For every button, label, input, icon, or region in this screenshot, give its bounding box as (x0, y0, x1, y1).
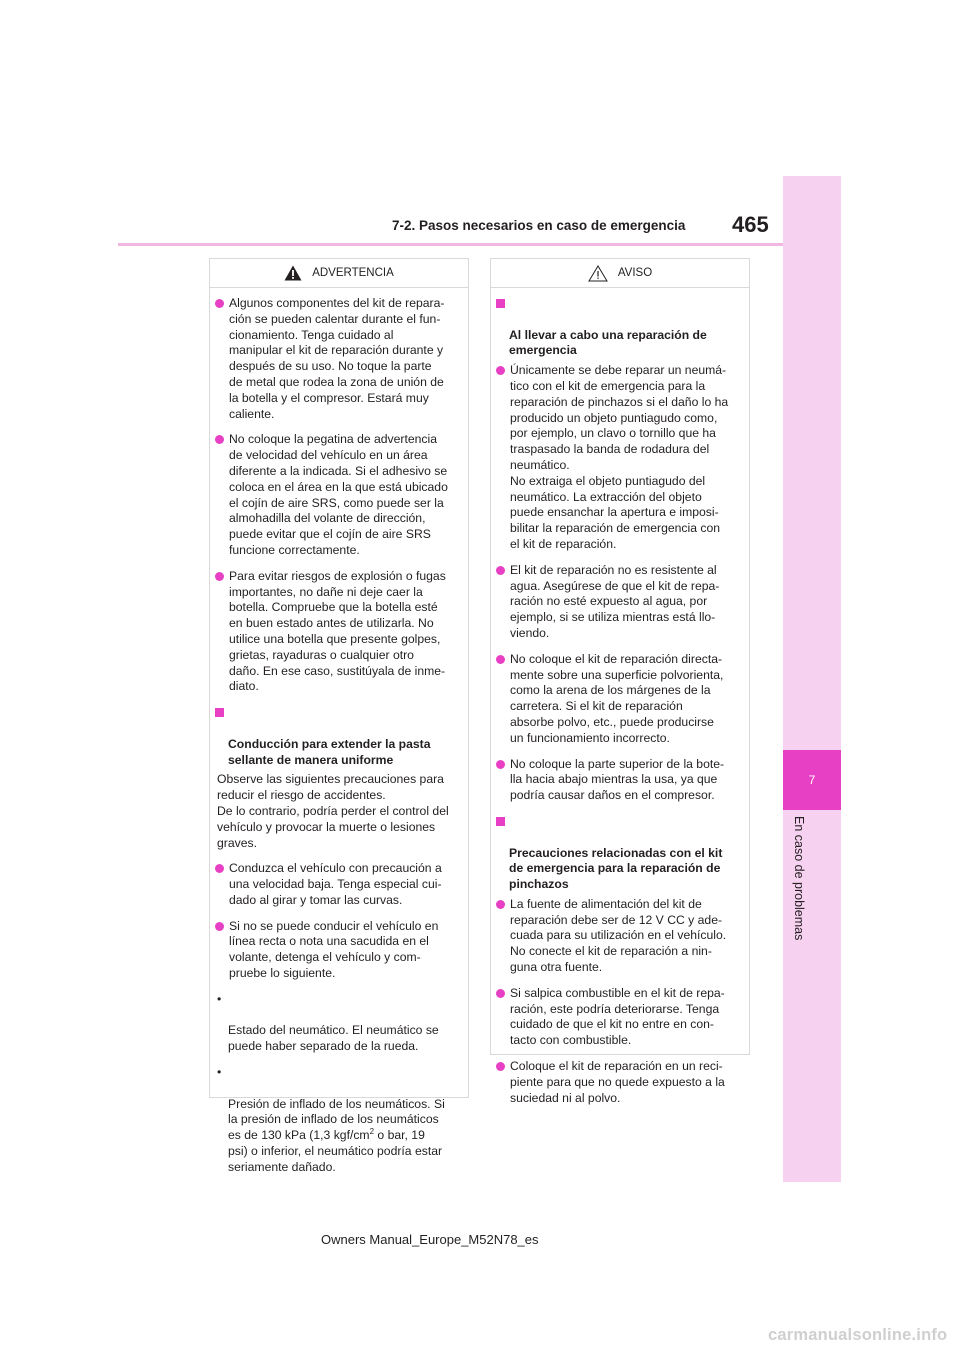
site-watermark: carmanualsonline.info (768, 1326, 948, 1344)
check-list-item (217, 992, 460, 1055)
notice-heading-text: Precauciones relacionadas con el kit de emergencia para la reparación de pinchazos (509, 845, 723, 892)
check-list-item-text: Estado del neumático. El neumático se puede haber separado de la rueda. (228, 1023, 439, 1054)
pressure-superscript: 2 (369, 1127, 375, 1137)
pressure-text-part1: Presión de inflado de los neumáticos. Si la presión de inflado de los neumáticos es de 130 kPa (1,3 kgf/cm (228, 1096, 445, 1143)
notice-box (490, 258, 750, 1105)
notice-item-text: No coloque el kit de reparación directa- mente sobre una superficie polvorienta, como la arena de los márgenes de la carretera. Si el kit de reparación absorbe polvo, etc., puede producirse un funcionamiento incorrecto. (510, 651, 724, 745)
notice-heading (498, 814, 741, 893)
warning-triangle-icon (284, 265, 302, 281)
warning-item-text: Para evitar riesgos de explosión o fugas importantes, no dañe ni deje caer la botella. Compruebe que la botella esté en buen estado antes de utilizarla. No utilice una botella que presente golpes, grietas, rayaduras o cualquier otro daño. En ese caso, sustitúyala de inme- diato. (229, 568, 446, 694)
warning-section-heading (217, 705, 460, 768)
warning-item-text: Algunos componentes del kit de repara- ción se pueden calentar durante el fun- cionamiento. Tenga cuidado al manipular el kit de reparación durante y después de su uso. No toque la parte de metal que rodea la zona de unión de la botella y el compresor. Estará muy caliente. (229, 296, 445, 421)
section-title: 7-2. Pasos necesarios en caso de emergencia (392, 218, 686, 233)
notice-box-title: AVISO (617, 267, 653, 279)
warning-box-header (210, 259, 468, 288)
notice-item (498, 986, 741, 1049)
notice-item-text: Si salpica combustible en el kit de repa- ración, este podría deteriorarse. Tenga cuidado de que el kit no entre en con- tacto con combustible. (510, 985, 725, 1048)
bullet-square-icon (496, 817, 505, 826)
warning-box-title: ADVERTENCIA (312, 267, 394, 279)
chapter-title: En caso de problemas (792, 816, 806, 941)
notice-item (498, 757, 741, 804)
notice-item-text: Únicamente se debe reparar un neumá- tico con el kit de emergencia para la reparación de pinchazos si el daño lo ha producido un objeto puntiagudo como, por ejemplo, un clavo o tornillo que ha traspasado la banda de rodadura del neumático. No extraiga el objeto puntiagudo del neumático. La extracción del objeto puede ensanchar la apertura e imposi- bilitar la reparación de emergencia con el kit de reparación. (510, 363, 729, 551)
bullet-circle-icon (496, 1062, 505, 1071)
notice-box-header (491, 259, 749, 288)
bullet-circle-icon (215, 435, 224, 444)
chapter-side-strip (783, 176, 841, 1182)
bullet-square-icon (496, 299, 505, 308)
pressure-text-part2: o bar, 19 psi) o inferior, el neumático podría estar seriamente dañado. (228, 1128, 443, 1174)
warning-section-item-text: Si no se puede conducir el vehículo en línea recta o nota una sacudida en el volante, detenga el vehículo y com- pruebe lo siguiente. (229, 918, 439, 981)
check-list-item (217, 1065, 460, 1176)
notice-item (498, 363, 741, 553)
warning-section-item (217, 919, 460, 982)
bullet-square-icon (215, 708, 224, 717)
bullet-dot-icon: • (217, 1065, 222, 1080)
page-number: 465 (732, 212, 769, 237)
bullet-circle-icon (215, 572, 224, 581)
notice-item (498, 1059, 741, 1106)
bullet-circle-icon (215, 922, 224, 931)
caution-triangle-icon (588, 265, 608, 282)
warning-item (217, 569, 460, 695)
notice-item-text: El kit de reparación no es resistente al agua. Asegúrese de que el kit de repa- ración no esté expuesto al agua, por ejemplo, si se utiliza mientras está llo- viendo. (510, 562, 720, 640)
manual-id-footer: Owners Manual_Europe_M52N78_es (321, 1232, 539, 1247)
warning-section-item-text: Conduzca el vehículo con precaución a una velocidad baja. Tenga especial cui- dado al girar y tomar las curvas. (229, 861, 442, 907)
warning-section-item (217, 861, 460, 908)
warning-item (217, 296, 460, 422)
bullet-circle-icon (496, 566, 505, 575)
bullet-circle-icon (215, 864, 224, 873)
chapter-number-tab: 7 (783, 750, 841, 810)
notice-item-text: No coloque la parte superior de la bote- lla hacia abajo mientras la usa, ya que podría causar daños en el compresor. (510, 756, 725, 803)
bullet-circle-icon (496, 655, 505, 664)
bullet-circle-icon (215, 299, 224, 308)
warning-box (209, 258, 469, 1174)
bullet-dot-icon: • (217, 991, 222, 1006)
notice-item-text: Coloque el kit de reparación en un reci- piente para que no quede expuesto a la suciedad ni al polvo. (510, 1059, 725, 1105)
notice-item (498, 563, 741, 642)
notice-item (498, 897, 741, 976)
warning-item-text: No coloque la pegatina de advertencia de velocidad del vehículo en un área diferente a la indicada. Si el adhesivo se coloca en el área en la que está ubicado el cojín de aire SRS, como puede ser la almohadilla del volante de dirección, puede evitar que el cojín de aire SRS funcione correctamente. (229, 432, 448, 557)
warning-item (217, 432, 460, 558)
bullet-circle-icon (496, 989, 505, 998)
warning-section-paragraph: Observe las siguientes precauciones para reducir el riesgo de accidentes. De lo contrario, podría perder el control del vehículo y provocar la muerte o lesiones graves. (217, 772, 449, 850)
notice-heading-text: Al llevar a cabo una reparación de emergencia (509, 327, 707, 358)
notice-item (498, 652, 741, 747)
notice-item-text: La fuente de alimentación del kit de reparación debe ser de 12 V CC y ade- cuada para su utilización en el vehículo. No conecte el kit de reparación a nin- guna otra fuente. (510, 896, 727, 975)
bullet-circle-icon (496, 760, 505, 769)
bullet-circle-icon (496, 366, 505, 375)
bullet-circle-icon (496, 900, 505, 909)
warning-section-heading-text: Conducción para extender la pasta sellante de manera uniforme (228, 736, 431, 767)
header-divider (118, 243, 841, 246)
notice-heading (498, 296, 741, 359)
